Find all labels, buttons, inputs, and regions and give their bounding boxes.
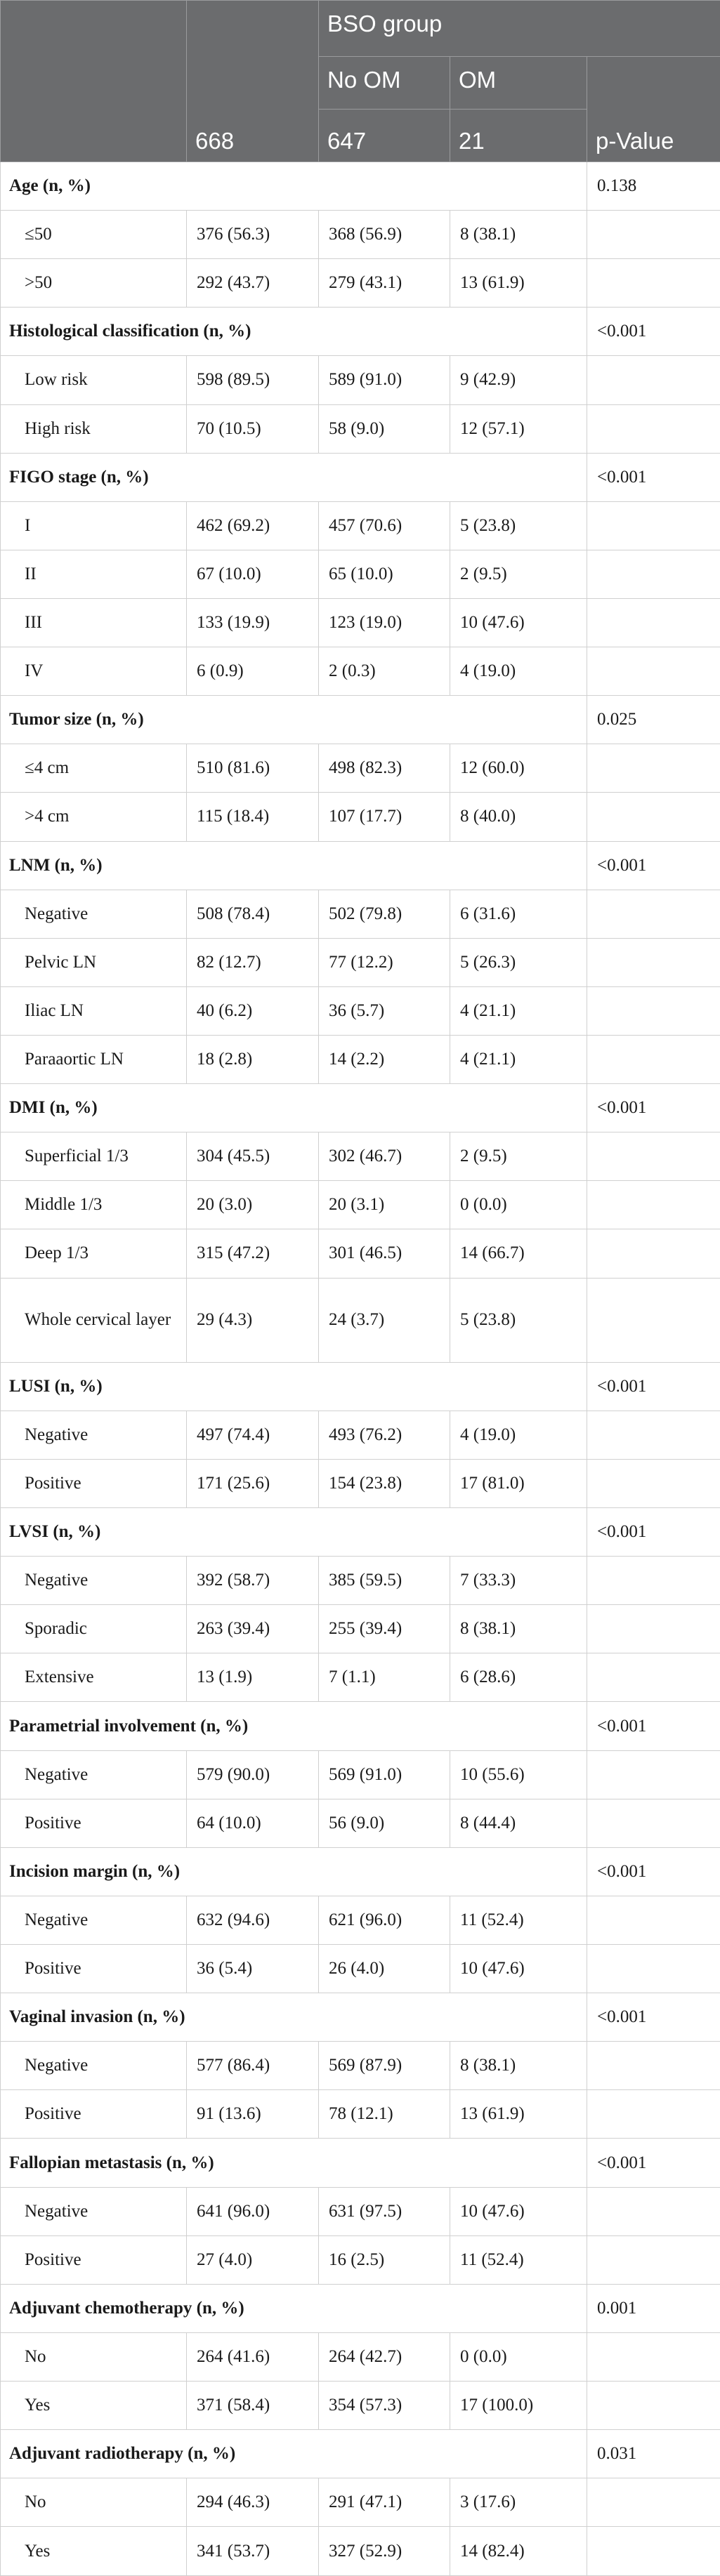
p-value-empty-cell xyxy=(587,1181,720,1229)
om-value: 6 (31.6) xyxy=(450,890,587,938)
section-label: Vaginal invasion (n, %) xyxy=(1,1993,587,2042)
total-value: 510 (81.6) xyxy=(187,744,319,793)
no-om-value: 56 (9.0) xyxy=(319,1799,450,1847)
total-value: 315 (47.2) xyxy=(187,1229,319,1278)
om-value: 4 (19.0) xyxy=(450,647,587,696)
row-label: No xyxy=(1,2332,187,2381)
no-om-value: 16 (2.5) xyxy=(319,2235,450,2284)
p-value-empty-cell xyxy=(587,2235,720,2284)
table-row xyxy=(1,1605,720,1653)
no-om-value: 327 (52.9) xyxy=(319,2527,450,2576)
om-value: 5 (23.8) xyxy=(450,501,587,550)
total-value: 304 (45.5) xyxy=(187,1132,319,1181)
row-label: Negative xyxy=(1,2187,187,2235)
table-row xyxy=(1,1896,720,1944)
no-om-value: 589 (91.0) xyxy=(319,356,450,404)
p-value-empty-cell xyxy=(587,1229,720,1278)
p-value-empty-cell xyxy=(587,211,720,259)
header-no-om-n: 647 xyxy=(319,110,450,162)
no-om-value: 7 (1.1) xyxy=(319,1653,450,1702)
total-value: 20 (3.0) xyxy=(187,1181,319,1229)
header-blank-cell xyxy=(1,1,187,162)
table-row xyxy=(1,598,720,647)
header-om: OM xyxy=(450,57,587,110)
total-value: 91 (13.6) xyxy=(187,2090,319,2139)
no-om-value: 302 (46.7) xyxy=(319,1132,450,1181)
row-label: Negative xyxy=(1,2042,187,2090)
no-om-value: 255 (39.4) xyxy=(319,1605,450,1653)
table-row xyxy=(1,2478,720,2527)
section-row xyxy=(1,2139,720,2187)
table-row xyxy=(1,211,720,259)
section-row xyxy=(1,162,720,211)
table-row xyxy=(1,744,720,793)
no-om-value: 36 (5.7) xyxy=(319,986,450,1035)
section-label: LUSI (n, %) xyxy=(1,1362,587,1411)
no-om-value: 385 (59.5) xyxy=(319,1557,450,1605)
total-value: 264 (41.6) xyxy=(187,2332,319,2381)
total-value: 27 (4.0) xyxy=(187,2235,319,2284)
om-value: 10 (47.6) xyxy=(450,598,587,647)
no-om-value: 123 (19.0) xyxy=(319,598,450,647)
table-row xyxy=(1,890,720,938)
p-value-empty-cell xyxy=(587,259,720,308)
total-value: 392 (58.7) xyxy=(187,1557,319,1605)
no-om-value: 621 (96.0) xyxy=(319,1896,450,1944)
section-p-value: 0.001 xyxy=(587,2284,720,2332)
row-label: Negative xyxy=(1,890,187,938)
table-row xyxy=(1,647,720,696)
row-label: Yes xyxy=(1,2382,187,2430)
section-p-value: <0.001 xyxy=(587,841,720,890)
section-row xyxy=(1,1993,720,2042)
table-row xyxy=(1,2187,720,2235)
header-om-n: 21 xyxy=(450,110,587,162)
row-label: Pelvic LN xyxy=(1,938,187,986)
om-value: 17 (81.0) xyxy=(450,1459,587,1507)
section-label: Fallopian metastasis (n, %) xyxy=(1,2139,587,2187)
total-value: 371 (58.4) xyxy=(187,2382,319,2430)
no-om-value: 154 (23.8) xyxy=(319,1459,450,1507)
om-value: 14 (66.7) xyxy=(450,1229,587,1278)
p-value-empty-cell xyxy=(587,1896,720,1944)
section-label: Adjuvant chemotherapy (n, %) xyxy=(1,2284,587,2332)
om-value: 0 (0.0) xyxy=(450,1181,587,1229)
om-value: 13 (61.9) xyxy=(450,259,587,308)
om-value: 4 (19.0) xyxy=(450,1411,587,1459)
table-row xyxy=(1,550,720,598)
table-row xyxy=(1,1035,720,1083)
total-value: 82 (12.7) xyxy=(187,938,319,986)
total-value: 133 (19.9) xyxy=(187,598,319,647)
section-p-value: <0.001 xyxy=(587,453,720,501)
om-value: 5 (26.3) xyxy=(450,938,587,986)
table-header xyxy=(1,1,720,162)
table-row xyxy=(1,2090,720,2139)
section-row xyxy=(1,696,720,744)
row-label: Extensive xyxy=(1,1653,187,1702)
section-row xyxy=(1,1084,720,1132)
row-label: Negative xyxy=(1,1557,187,1605)
om-value: 8 (40.0) xyxy=(450,793,587,841)
section-p-value: <0.001 xyxy=(587,1508,720,1557)
section-p-value: <0.001 xyxy=(587,1847,720,1896)
section-p-value: <0.001 xyxy=(587,308,720,356)
section-row xyxy=(1,2430,720,2478)
table-row xyxy=(1,2042,720,2090)
total-value: 40 (6.2) xyxy=(187,986,319,1035)
row-label: Iliac LN xyxy=(1,986,187,1035)
p-value-empty-cell xyxy=(587,890,720,938)
p-value-empty-cell xyxy=(587,2090,720,2139)
total-value: 341 (53.7) xyxy=(187,2527,319,2576)
total-value: 497 (74.4) xyxy=(187,1411,319,1459)
om-value: 14 (82.4) xyxy=(450,2527,587,2576)
row-label: Low risk xyxy=(1,356,187,404)
row-label: No xyxy=(1,2478,187,2527)
total-value: 294 (46.3) xyxy=(187,2478,319,2527)
no-om-value: 78 (12.1) xyxy=(319,2090,450,2139)
section-p-value: <0.001 xyxy=(587,2139,720,2187)
p-value-empty-cell xyxy=(587,1411,720,1459)
p-value-empty-cell xyxy=(587,744,720,793)
total-value: 171 (25.6) xyxy=(187,1459,319,1507)
total-value: 29 (4.3) xyxy=(187,1278,319,1362)
total-value: 577 (86.4) xyxy=(187,2042,319,2090)
no-om-value: 26 (4.0) xyxy=(319,1945,450,1993)
om-value: 4 (21.1) xyxy=(450,986,587,1035)
om-value: 6 (28.6) xyxy=(450,1653,587,1702)
row-label: Positive xyxy=(1,2090,187,2139)
row-label: Sporadic xyxy=(1,1605,187,1653)
total-value: 67 (10.0) xyxy=(187,550,319,598)
row-label: III xyxy=(1,598,187,647)
om-value: 7 (33.3) xyxy=(450,1557,587,1605)
total-value: 263 (39.4) xyxy=(187,1605,319,1653)
section-row xyxy=(1,1702,720,1750)
section-label: LNM (n, %) xyxy=(1,841,587,890)
total-value: 579 (90.0) xyxy=(187,1750,319,1799)
table-row xyxy=(1,1459,720,1507)
om-value: 10 (47.6) xyxy=(450,1945,587,1993)
section-p-value: 0.031 xyxy=(587,2430,720,2478)
om-value: 10 (55.6) xyxy=(450,1750,587,1799)
no-om-value: 493 (76.2) xyxy=(319,1411,450,1459)
table-row xyxy=(1,1799,720,1847)
row-label: >4 cm xyxy=(1,793,187,841)
no-om-value: 291 (47.1) xyxy=(319,2478,450,2527)
row-label: II xyxy=(1,550,187,598)
p-value-empty-cell xyxy=(587,1799,720,1847)
section-label: Age (n, %) xyxy=(1,162,587,211)
section-p-value: 0.138 xyxy=(587,162,720,211)
section-label: Histological classification (n, %) xyxy=(1,308,587,356)
header-bso-group: BSO group xyxy=(319,1,720,57)
row-label: I xyxy=(1,501,187,550)
table-row xyxy=(1,259,720,308)
no-om-value: 457 (70.6) xyxy=(319,501,450,550)
p-value-empty-cell xyxy=(587,1653,720,1702)
section-p-value: 0.025 xyxy=(587,696,720,744)
no-om-value: 498 (82.3) xyxy=(319,744,450,793)
om-value: 12 (57.1) xyxy=(450,404,587,453)
no-om-value: 20 (3.1) xyxy=(319,1181,450,1229)
no-om-value: 58 (9.0) xyxy=(319,404,450,453)
no-om-value: 14 (2.2) xyxy=(319,1035,450,1083)
no-om-value: 279 (43.1) xyxy=(319,259,450,308)
row-label: Negative xyxy=(1,1750,187,1799)
table-row xyxy=(1,1132,720,1181)
om-value: 3 (17.6) xyxy=(450,2478,587,2527)
section-row xyxy=(1,2284,720,2332)
om-value: 8 (38.1) xyxy=(450,2042,587,2090)
row-label: Negative xyxy=(1,1411,187,1459)
section-label: FIGO stage (n, %) xyxy=(1,453,587,501)
no-om-value: 77 (12.2) xyxy=(319,938,450,986)
total-value: 292 (43.7) xyxy=(187,259,319,308)
p-value-empty-cell xyxy=(587,404,720,453)
table-row xyxy=(1,793,720,841)
total-value: 376 (56.3) xyxy=(187,211,319,259)
header-p-value: p-Value xyxy=(587,57,720,162)
table-row xyxy=(1,1181,720,1229)
table-row xyxy=(1,1411,720,1459)
p-value-empty-cell xyxy=(587,1605,720,1653)
row-label: Positive xyxy=(1,1799,187,1847)
p-value-empty-cell xyxy=(587,598,720,647)
om-value: 8 (44.4) xyxy=(450,1799,587,1847)
total-value: 508 (78.4) xyxy=(187,890,319,938)
no-om-value: 569 (91.0) xyxy=(319,1750,450,1799)
om-value: 8 (38.1) xyxy=(450,1605,587,1653)
om-value: 2 (9.5) xyxy=(450,550,587,598)
total-value: 598 (89.5) xyxy=(187,356,319,404)
total-value: 115 (18.4) xyxy=(187,793,319,841)
row-label: IV xyxy=(1,647,187,696)
p-value-empty-cell xyxy=(587,1750,720,1799)
row-label: Positive xyxy=(1,1945,187,1993)
p-value-empty-cell xyxy=(587,2042,720,2090)
om-value: 17 (100.0) xyxy=(450,2382,587,2430)
p-value-empty-cell xyxy=(587,1557,720,1605)
p-value-empty-cell xyxy=(587,1035,720,1083)
total-value: 70 (10.5) xyxy=(187,404,319,453)
table-row xyxy=(1,1557,720,1605)
om-value: 9 (42.9) xyxy=(450,356,587,404)
table-row xyxy=(1,1653,720,1702)
table-row xyxy=(1,938,720,986)
table-row xyxy=(1,1229,720,1278)
table-row xyxy=(1,2332,720,2381)
section-label: Incision margin (n, %) xyxy=(1,1847,587,1896)
row-label: Positive xyxy=(1,2235,187,2284)
section-p-value: <0.001 xyxy=(587,1362,720,1411)
header-no-om: No OM xyxy=(319,57,450,110)
row-label: Deep 1/3 xyxy=(1,1229,187,1278)
section-row xyxy=(1,841,720,890)
section-label: Tumor size (n, %) xyxy=(1,696,587,744)
om-value: 4 (21.1) xyxy=(450,1035,587,1083)
table-row xyxy=(1,1750,720,1799)
om-value: 5 (23.8) xyxy=(450,1278,587,1362)
no-om-value: 2 (0.3) xyxy=(319,647,450,696)
section-label: Parametrial involvement (n, %) xyxy=(1,1702,587,1750)
p-value-empty-cell xyxy=(587,2382,720,2430)
p-value-empty-cell xyxy=(587,2478,720,2527)
table-row xyxy=(1,501,720,550)
total-value: 18 (2.8) xyxy=(187,1035,319,1083)
row-label: Paraaortic LN xyxy=(1,1035,187,1083)
table-row xyxy=(1,2527,720,2576)
row-label: Yes xyxy=(1,2527,187,2576)
p-value-empty-cell xyxy=(587,501,720,550)
table-row xyxy=(1,2235,720,2284)
no-om-value: 631 (97.5) xyxy=(319,2187,450,2235)
table-row xyxy=(1,356,720,404)
table-row xyxy=(1,404,720,453)
row-label: Negative xyxy=(1,1896,187,1944)
om-value: 2 (9.5) xyxy=(450,1132,587,1181)
om-value: 12 (60.0) xyxy=(450,744,587,793)
section-row xyxy=(1,308,720,356)
p-value-empty-cell xyxy=(587,2332,720,2381)
table-row xyxy=(1,2382,720,2430)
total-value: 13 (1.9) xyxy=(187,1653,319,1702)
total-value: 6 (0.9) xyxy=(187,647,319,696)
p-value-empty-cell xyxy=(587,1278,720,1362)
table-row xyxy=(1,1278,720,1362)
total-value: 641 (96.0) xyxy=(187,2187,319,2235)
row-label: ≤50 xyxy=(1,211,187,259)
om-value: 11 (52.4) xyxy=(450,1896,587,1944)
p-value-empty-cell xyxy=(587,1132,720,1181)
section-label: Adjuvant radiotherapy (n, %) xyxy=(1,2430,587,2478)
table-row xyxy=(1,1945,720,1993)
p-value-empty-cell xyxy=(587,2187,720,2235)
section-label: DMI (n, %) xyxy=(1,1084,587,1132)
p-value-empty-cell xyxy=(587,550,720,598)
no-om-value: 65 (10.0) xyxy=(319,550,450,598)
no-om-value: 354 (57.3) xyxy=(319,2382,450,2430)
p-value-empty-cell xyxy=(587,793,720,841)
p-value-empty-cell xyxy=(587,356,720,404)
section-p-value: <0.001 xyxy=(587,1084,720,1132)
total-value: 64 (10.0) xyxy=(187,1799,319,1847)
p-value-empty-cell xyxy=(587,1945,720,1993)
total-value: 462 (69.2) xyxy=(187,501,319,550)
total-value: 36 (5.4) xyxy=(187,1945,319,1993)
om-value: 8 (38.1) xyxy=(450,211,587,259)
om-value: 11 (52.4) xyxy=(450,2235,587,2284)
p-value-empty-cell xyxy=(587,986,720,1035)
row-label: ≤4 cm xyxy=(1,744,187,793)
p-value-empty-cell xyxy=(587,2527,720,2576)
total-value: 632 (94.6) xyxy=(187,1896,319,1944)
p-value-empty-cell xyxy=(587,647,720,696)
section-label: LVSI (n, %) xyxy=(1,1508,587,1557)
section-row xyxy=(1,1362,720,1411)
section-row xyxy=(1,1508,720,1557)
section-row xyxy=(1,453,720,501)
row-label: Positive xyxy=(1,1459,187,1507)
header-total-n: 668 xyxy=(187,1,319,162)
row-label: High risk xyxy=(1,404,187,453)
section-row xyxy=(1,1847,720,1896)
p-value-empty-cell xyxy=(587,1459,720,1507)
section-p-value: <0.001 xyxy=(587,1993,720,2042)
row-label: Middle 1/3 xyxy=(1,1181,187,1229)
table-body xyxy=(1,162,720,2576)
no-om-value: 24 (3.7) xyxy=(319,1278,450,1362)
om-value: 0 (0.0) xyxy=(450,2332,587,2381)
no-om-value: 301 (46.5) xyxy=(319,1229,450,1278)
no-om-value: 107 (17.7) xyxy=(319,793,450,841)
no-om-value: 264 (42.7) xyxy=(319,2332,450,2381)
om-value: 13 (61.9) xyxy=(450,2090,587,2139)
no-om-value: 502 (79.8) xyxy=(319,890,450,938)
row-label: Superficial 1/3 xyxy=(1,1132,187,1181)
section-p-value: <0.001 xyxy=(587,1702,720,1750)
no-om-value: 368 (56.9) xyxy=(319,211,450,259)
table-row xyxy=(1,986,720,1035)
row-label: Whole cervical layer xyxy=(1,1278,187,1362)
row-label: >50 xyxy=(1,259,187,308)
om-value: 10 (47.6) xyxy=(450,2187,587,2235)
p-value-empty-cell xyxy=(587,938,720,986)
no-om-value: 569 (87.9) xyxy=(319,2042,450,2090)
